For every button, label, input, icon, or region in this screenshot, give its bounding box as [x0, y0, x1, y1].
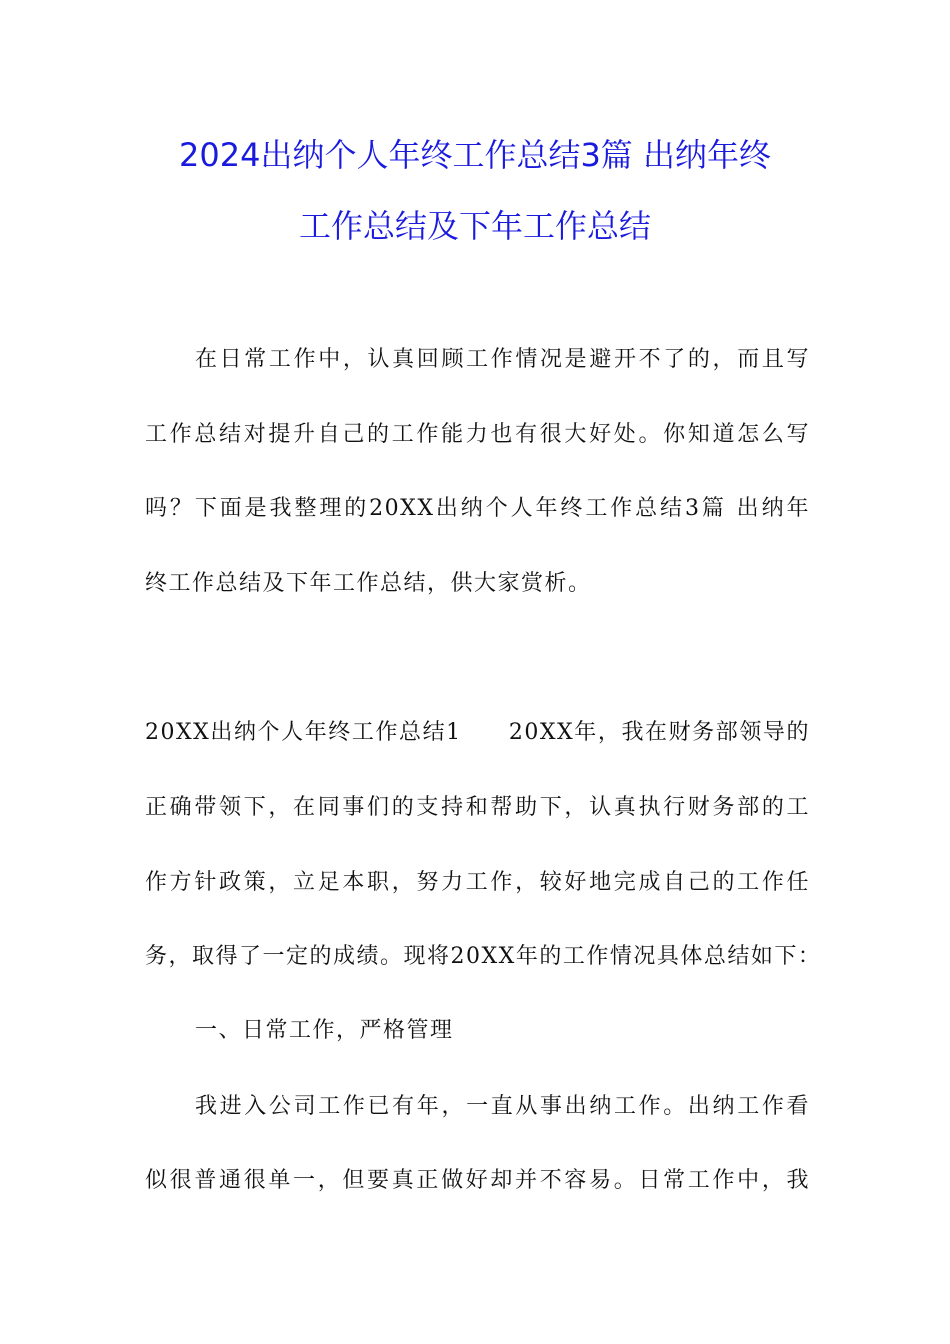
para2-line-2: 似很普通很单一，但要真正做好却并不容易。日常工作中，我 — [145, 1168, 810, 1193]
section-heading-1: 一、日常工作，严格管理 — [195, 1018, 454, 1043]
intro-line-3: 吗？下面是我整理的20XX出纳个人年终工作总结3篇 出纳年 — [145, 496, 810, 521]
document-title-line-1: 2024出纳个人年终工作总结3篇 出纳年终 — [179, 136, 771, 174]
section1-line-2: 正确带领下，在同事们的支持和帮助下，认真执行财务部的工 — [145, 795, 810, 820]
section1-line-1: 20XX出纳个人年终工作总结1 20XX年，我在财务部领导的 — [145, 720, 810, 745]
section1-line-3: 作方针政策，立足本职，努力工作，较好地完成自己的工作任 — [145, 870, 810, 895]
section1-line-4: 务，取得了一定的成绩。现将20XX年的工作情况具体总结如下： — [145, 944, 822, 969]
document-title-line-2: 工作总结及下年工作总结 — [298, 207, 651, 245]
para2-line-1: 我进入公司工作已有年，一直从事出纳工作。出纳工作看 — [195, 1094, 810, 1119]
intro-line-4: 终工作总结及下年工作总结，供大家赏析。 — [145, 571, 592, 596]
intro-line-2: 工作总结对提升自己的工作能力也有很大好处。你知道怎么写 — [145, 422, 810, 447]
intro-line-1: 在日常工作中，认真回顾工作情况是避开不了的，而且写 — [195, 347, 810, 372]
